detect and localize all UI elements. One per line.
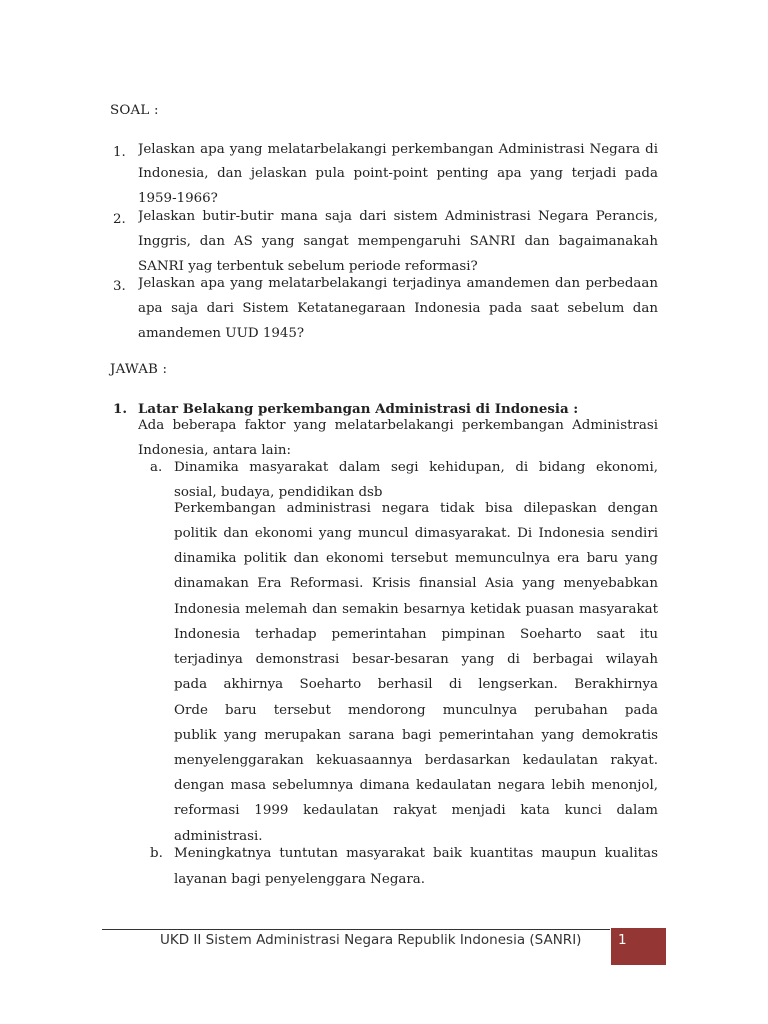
point-body-line: reformasi 1999 kedaulatan rakyat menjadi kata kunci dalam (174, 803, 658, 818)
answer-intro-line: Indonesia, antara lain: (138, 443, 292, 458)
point-body-line: politik dan ekonomi yang muncul dimasyarakat. Di Indonesia sendiri (174, 526, 658, 541)
point-body-line: Indonesia terhadap pemerintahan pimpinan Soeharto saat itu (174, 627, 658, 642)
point-body-line: Orde baru tersebut mendorong munculnya perubahan pada (174, 703, 658, 718)
page-number-box (611, 928, 666, 965)
point-body-line: dinamika politik dan ekonomi tersebut memunculnya era baru yang (174, 551, 658, 566)
point-body-line: dengan masa sebelumnya dimana kedaulatan negara lebih menonjol, (174, 778, 658, 793)
point-body-line: Perkembangan administrasi negara tidak bisa dilepaskan dengan (174, 501, 658, 516)
answer-title: Latar Belakang perkembangan Administrasi di Indonesia : (138, 401, 579, 417)
question-number: 1. (113, 145, 126, 160)
question-number: 3. (113, 279, 126, 294)
footer-title: UKD II Sistem Administrasi Negara Republik Indonesia (SANRI) (160, 932, 582, 948)
question-line: SANRI yag terbentuk sebelum periode reformasi? (138, 259, 478, 274)
question-line: Jelaskan apa yang melatarbelakangi terjadinya amandemen dan perbedaan (138, 276, 658, 291)
question-line: Jelaskan butir-butir mana saja dari sistem Administrasi Negara Perancis, (138, 209, 658, 224)
point-title-line: layanan bagi penyelenggara Negara. (174, 872, 426, 887)
question-line: Indonesia, dan jelaskan pula point-point penting apa yang terjadi pada (138, 166, 658, 181)
soal-heading: SOAL : (110, 103, 159, 118)
point-title-line: sosial, budaya, pendidikan dsb (174, 485, 383, 500)
answer-number: 1. (113, 401, 127, 417)
point-body-line: menyelenggarakan kekuasaannya berdasarkan kedaulatan rakyat. (174, 753, 658, 768)
point-letter: a. (150, 460, 163, 475)
point-body-line: administrasi. (174, 829, 263, 844)
point-title-line: Dinamika masyarakat dalam segi kehidupan, di bidang ekonomi, (174, 460, 658, 475)
question-line: amandemen UUD 1945? (138, 326, 305, 341)
jawab-heading: JAWAB : (110, 362, 168, 377)
question-line: apa saja dari Sistem Ketatanegaraan Indonesia pada saat sebelum dan (138, 301, 658, 316)
point-body-line: pada akhirnya Soeharto berhasil di lengserkan. Berakhirnya (174, 677, 658, 692)
question-line: Inggris, dan AS yang sangat mempengaruhi SANRI dan bagaimanakah (138, 234, 658, 249)
point-title-line: Meningkatnya tuntutan masyarakat baik kuantitas maupun kualitas (174, 846, 658, 861)
point-body-line: terjadinya demonstrasi besar-besaran yang di berbagai wilayah (174, 652, 658, 667)
answer-intro-line: Ada beberapa faktor yang melatarbelakangi perkembangan Administrasi (138, 418, 658, 433)
point-body-line: Indonesia melemah dan semakin besarnya ketidak puasan masyarakat (174, 602, 658, 617)
point-body-line: dinamakan Era Reformasi. Krisis finansial Asia yang menyebabkan (174, 576, 658, 591)
page-number: 1 (618, 932, 627, 948)
question-line: 1959-1966? (138, 191, 218, 206)
point-letter: b. (150, 846, 163, 861)
question-line: Jelaskan apa yang melatarbelakangi perkembangan Administrasi Negara di (138, 142, 658, 157)
point-body-line: publik yang merupakan sarana bagi pemerintahan yang demokratis (174, 728, 658, 743)
footer-rule (102, 929, 610, 930)
question-number: 2. (113, 212, 126, 227)
